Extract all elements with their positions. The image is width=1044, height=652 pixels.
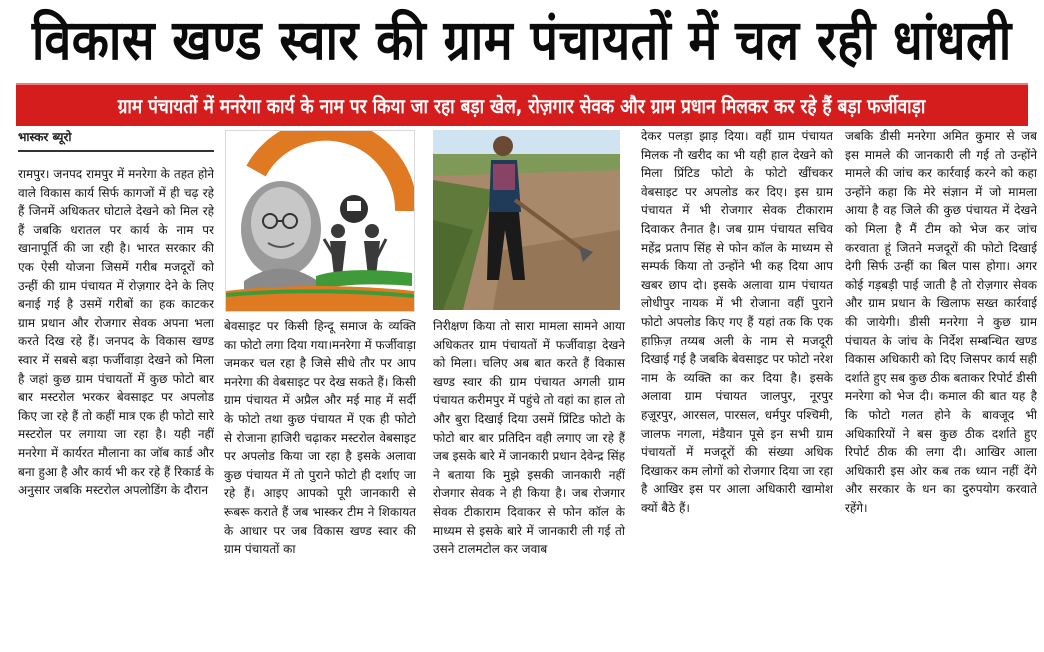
byline: भास्कर ब्यूरो xyxy=(18,130,72,144)
subheadline-text: ग्राम पंचायतों में मनरेगा कार्य के नाम पर किया जा रहा बड़ा खेल, रोज़गार सेवक और ग्राम प्रधान मिलकर कर रहे हैं बड़ा फर्जीवाड़ा xyxy=(118,94,926,118)
column-3-text: निरीक्षण किया तो सारा मामला सामने आया अधिकतर ग्राम पंचायतों में फर्जीवाड़ा देखने को मिला। चलिए अब बात करते हैं विकास खण्ड स्वार की ग्राम पंचायत अगली ग्राम पंचायत करीमपुर में पहुंचे तो वहां का हाल तो और बुरा दिखाई दिया उसमें प्रिंटिड फोटो के फोटो बार बार प्रतिदिन वही लगाए जा रहे हैं जब इसके बारे में जानकारी प्रधान देवेन्द्र सिंह ने बताया कि मुझे इसकी जानकारी नहीं रोजगार सेवक ने ही किया है। जब रोजगार सेवक टीकाराम दिवाकर से फोन कॉल के माध्यम से इसके बारे में जानकारी ली गई तो उसने टालमटोल कर जवाब xyxy=(433,319,625,557)
subheadline-bar xyxy=(16,83,1028,126)
column-1-text: रामपुर। जनपद रामपुर में मनरेगा के तहत होने वाले विकास कार्य सिर्फ कागजों में ही चढ़ रहे हैं जिनमें अधिकतर घोटाले देखने को मिल रहे हैं जबकि धरातल पर कार्य के नाम पर खानापूर्ति की जा रही है। भारत सरकार की एक ऐसी योजना जिसमें गरीब मजदूरों को उन्हीं की ग्राम पंचायत में रोज़गार देने के लिए बनाई गई है उसमें गरीबों का हक काटकर ग्राम प्रधान और रोजगार सेवक अपना भला करते दिख रहे हैं। जनपद के विकास खण्ड स्वार में सबसे बड़ा फर्जीवाड़ा देखने को मिला है जहां कुछ ग्राम पंचायतों में कुछ फोटो बार बार मस्टरोल भरकर बेवसाइट पर अपलोड किए जा रहे हैं तो कहीं मात्र एक ही फोटो सारे मस्टरोल पर लगाया जा रहा है। यही नहीं मनरेगा में कार्यरत मौलाना का जॉब कार्ड और बना हुआ है और कार्य भी कर रहे हैं रिकार्ड के अनुसार जबकि मस्टरोल अपलोडिंग के दौरान xyxy=(18,167,214,498)
column-4-text: देकर पलड़ा झाड़ दिया। वहीं ग्राम पंचायत मिलक नौ खरीद का भी यही हाल देखने को मिला प्रिंटिड फोटो के फोटो खींचकर वेबसाइट पर अपलोड कर दिए। इस ग्राम पंचायत में भी रोजगार सेवक टीकाराम दिवाकर तैनात है। जब ग्राम पंचायत सचिव महेंद्र प्रताप सिंह से फोन कॉल के माध्यम से सम्पर्क किया तो उन्होंने भी कह दिया आप खबर छाप दो। इसके अलावा ग्राम पंचायत लोधीपुर नायक में भी रोजाना वहीं पुराने फोटो अपलोड किए गए हैं यहां तक कि एक हाफ़िज़ तय्यब अली के नाम से मजदूरी दिखाई गई है जबकि बेवसाइट पर फोटो नरेश नाम के व्यक्ति का कर दिया है। इसके अलावा ग्राम पंचायत जालपुर, नूरपुर हज़ूरपुर, आरसल, पारसल, धर्मपुर पश्चिमी, जालफ नगला, मंडैयान पूसे इन सभी ग्राम पंचायतों में मजदूरों की संख्या अधिक दिखाकर कम लोगों को रोजगार दिया जा रहा है आखिर इस पर आला अधिकारी खामोश क्यों बैठे हैं। xyxy=(641,129,833,515)
mgnrega-logo-image xyxy=(225,130,415,312)
byline-divider xyxy=(18,150,214,152)
headline xyxy=(0,0,1044,80)
worker-photo xyxy=(433,130,620,310)
mgnrega-logo xyxy=(226,131,414,311)
article-column-4 xyxy=(641,127,833,652)
article-column-5 xyxy=(845,127,1037,652)
article-column-2 xyxy=(224,317,416,652)
article-column-1 xyxy=(18,165,214,652)
column-5-text: जबकि डीसी मनरेगा अमित कुमार से जब इस मामले की जानकारी ली गई तो उन्होंने मामले की जांच कर कार्रवाई करने को कहा उन्होंने कहा कि मेरे संज्ञान में जो मामला आया है वह जिले की कुछ पंचायत में देखने को मिला है मैं टीम को भेज कर जांच करवाता हूं जितने मजदूरों की फोटो दिखाई देगी सिर्फ उन्हीं का बिल पास होगा। अगर कोई गड़बड़ी पाई जाती है तो रोज़गार सेवक और ग्राम प्रधान के खिलाफ सख्त कार्रवाई की जायेगी। डीसी मनरेगा ने कुछ ग्राम पंचायत के जांच के निर्देश सम्बन्धित खण्ड विकास अधिकारी को दिए जिसपर कार्य सही दर्शाते हुए सब कुछ ठीक बताकर रिपोर्ट डीसी मनरेगा को भेज दी। कमाल की बात यह है कि फोटो गलत होने के बावजूद भी अधिकारियों ने बस कुछ ठीक दर्शाते हुए रिपोर्ट ठीक की लगा दी। आखिर आला अधिकारी इस ओर कब तक ध्यान नहीं देंगे और सरकार के धन का दुरुपयोग करवाते रहेंगे। xyxy=(845,129,1037,515)
column-2-text: बेवसाइट पर किसी हिन्दू समाज के व्यक्ति का फोटो लगा दिया गया।मनरेगा में फर्जीवाड़ा जमकर चल रहा है जिसे सीधे तौर पर आप मनरेगा की वेबसाइट पर देख सकते हैं। किसी ग्राम पंचायत में अप्रैल और मई माह में सर्दी के फोटो तथा कुछ पंचायत में एक ही फोटो से रोजाना हाजिरी चढ़ाकर मस्टरोल वेबसाइट पर अपलोड किया जा रहा है इसके अलावा कुछ पंचायत में तो पुराने फोटो ही दर्शाए जा रहे हैं। आइए आपको पूरी जानकारी से रूबरू कराते हैं जब भास्कर टीम ने शिकायत के आधार पर जब विकास खण्ड स्वार की ग्राम पंचायतों का xyxy=(224,319,416,557)
headline-text: विकास खण्ड स्वार की ग्राम पंचायतों में चल रही धांधली xyxy=(32,7,1012,72)
worker-field-photo xyxy=(433,130,620,310)
article-column-3 xyxy=(433,317,625,652)
